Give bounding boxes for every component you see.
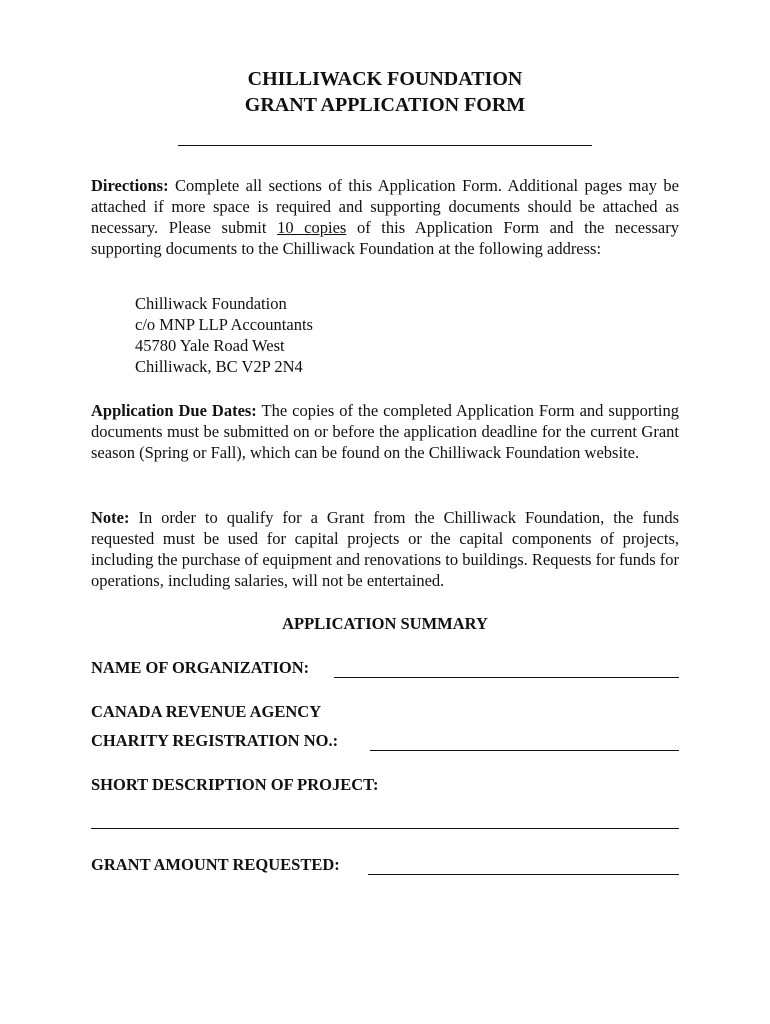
form-title-line2: GRANT APPLICATION FORM [244,94,526,116]
charity-registration-field[interactable] [370,750,679,751]
project-description-label: SHORT DESCRIPTION OF PROJECT: [91,775,379,794]
note-text: In order to qualify for a Grant from the Chilliwack Foundation, the funds requested must be used for capital projects or the capital components of projects, including the purchase of equipment and renovations to buildings. Requests for funds for operations, including salaries, will not be entertained. [91,508,679,590]
organization-name-label: NAME OF ORGANIZATION: [91,658,310,677]
form-title-line1: CHILLIWACK FOUNDATION [247,68,523,90]
due-dates-label: Application Due Dates: [91,401,257,420]
copies-count: 10 copies [277,218,347,237]
organization-name-field[interactable] [334,677,679,678]
address-line4: Chilliwack, BC V2P 2N4 [135,357,303,376]
note-paragraph [91,507,679,591]
mailing-address [135,293,313,377]
cra-label: CANADA REVENUE AGENCY [91,702,322,721]
directions-label: Directions: [91,176,169,195]
grant-amount-field[interactable] [368,874,679,875]
due-dates-paragraph [91,400,679,463]
directions-paragraph [91,175,679,259]
summary-heading: APPLICATION SUMMARY [282,614,488,633]
address-line1: Chilliwack Foundation [135,294,287,313]
address-line3: 45780 Yale Road West [135,336,285,355]
directions-text-before: Complete all sections of this Application Form. Additional pages may be attached if more space is required and supporting documents should be attached as necessary. Please submit [91,176,679,237]
grant-amount-label: GRANT AMOUNT REQUESTED: [91,855,340,874]
title-divider [178,145,592,146]
address-line2: c/o MNP LLP Accountants [135,315,313,334]
directions-text-after: of this Application Form and the necessary supporting documents to the Chilliwack Foundation at the following address: [91,218,680,258]
note-label: Note: [91,508,130,527]
due-dates-text: The copies of the completed Application Form and supporting documents must be submitted on or before the application deadline for the current Grant season (Spring or Fall), which can be found on the Chilliwack Foundation website. [91,401,679,462]
charity-registration-label: CHARITY REGISTRATION NO.: [91,731,339,750]
project-description-field[interactable] [91,828,679,829]
